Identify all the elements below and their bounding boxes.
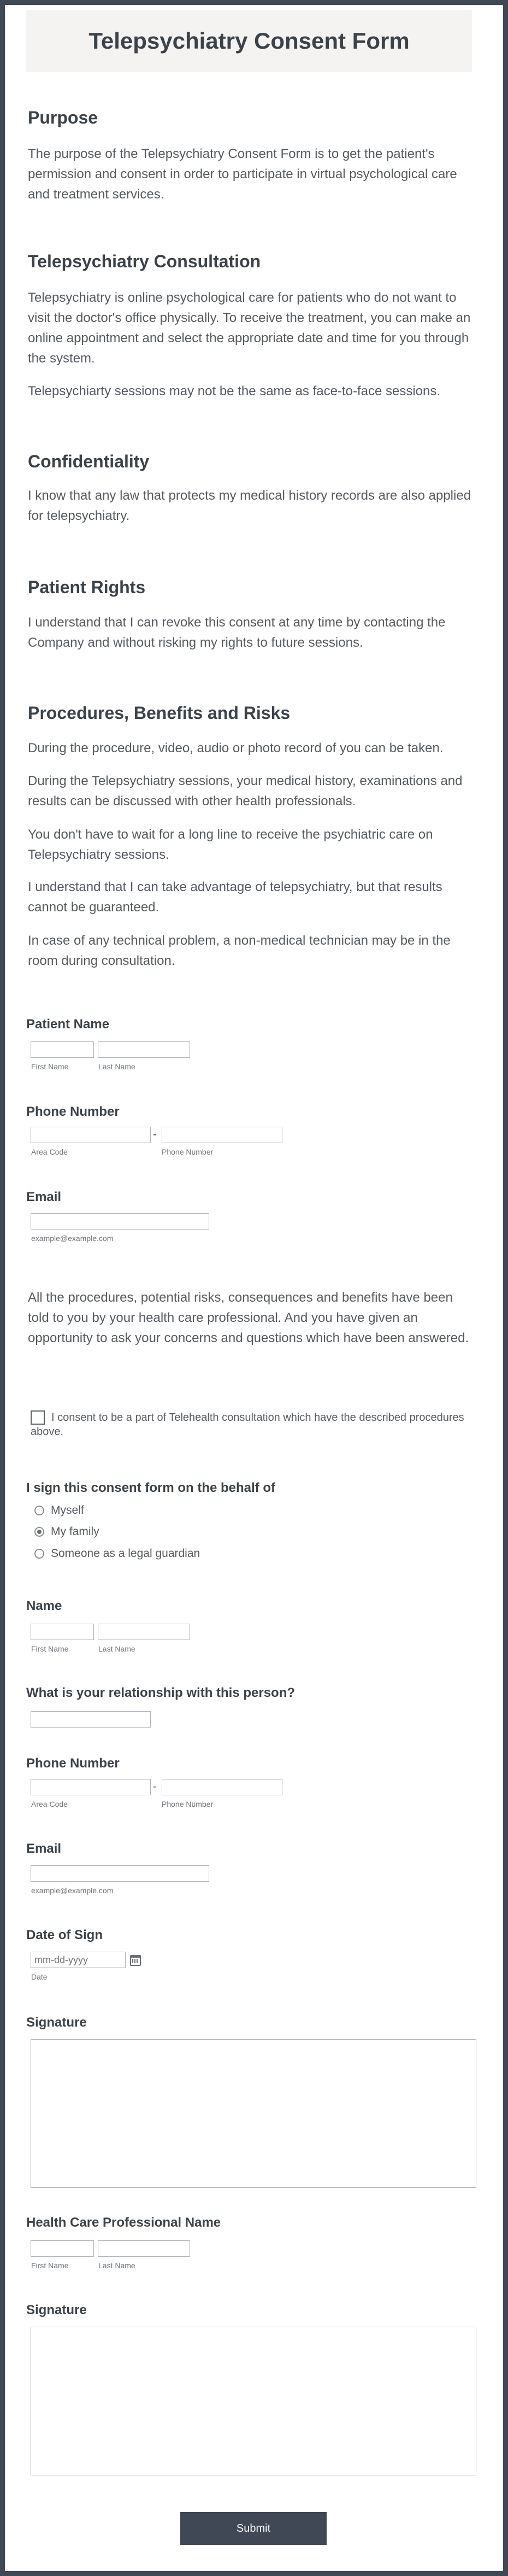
hcp-first-name-sublabel: First Name (31, 2261, 69, 2270)
behalf-option-family-label: My family (51, 1525, 99, 1538)
form-title: Telepsychiatry Consent Form (88, 28, 410, 54)
behalf-option-myself-label: Myself (51, 1504, 84, 1517)
behalf-option-family-radio[interactable] (34, 1527, 44, 1537)
behalf-option-guardian-label: Someone as a legal guardian (51, 1547, 200, 1560)
phone-label: Phone Number (26, 1104, 120, 1119)
phone-2-dash: - (153, 1781, 157, 1793)
phone-2-number-sublabel: Phone Number (162, 1800, 214, 1808)
hcp-last-name-sublabel: Last Name (98, 2261, 135, 2270)
name-label: Name (26, 1599, 62, 1613)
behalf-option-guardian-radio[interactable] (34, 1549, 44, 1559)
consultation-title: Telepsychiatry Consultation (28, 251, 261, 271)
first-name-input[interactable] (31, 1624, 94, 1640)
signature-1-pad[interactable] (31, 2039, 476, 2188)
hcp-name-label: Health Care Professional Name (26, 2215, 221, 2230)
patient-rights-title: Patient Rights (28, 577, 146, 597)
patient-first-name-sublabel: First Name (31, 1062, 69, 1071)
form-header (26, 10, 472, 72)
phone-2-number-input[interactable] (162, 1779, 282, 1795)
email-2-label: Email (26, 1841, 62, 1856)
last-name-input[interactable] (98, 1624, 190, 1640)
relationship-input[interactable] (31, 1711, 151, 1728)
email-sublabel: example@example.com (31, 1234, 114, 1243)
signature-2-label: Signature (26, 2303, 87, 2317)
procedures-text-1: During the procedure, video, audio or photo record of you can be taken. (28, 741, 444, 756)
confidentiality-text: I know that any law that protects my medical history records are also applied for telepsychiatry. (28, 488, 471, 523)
phone-number-sublabel: Phone Number (162, 1148, 214, 1156)
behalf-label: I sign this consent form on the behalf of (26, 1480, 276, 1495)
consent-checkbox-label: I consent to be a part of Telehealth consultation which have the described procedures above. (31, 1412, 464, 1438)
first-name-sublabel: First Name (31, 1644, 69, 1653)
patient-last-name-input[interactable] (98, 1041, 190, 1058)
procedures-title: Procedures, Benefits and Risks (28, 703, 291, 723)
procedures-text-3: You don't have to wait for a long line to receive the psychiatric care on Telepsychiatry sessions. (28, 827, 433, 862)
purpose-text: The purpose of the Telepsychiatry Consent Form is to get the patient's permission and consent in order to participate in virtual psychological care and treatment services. (28, 147, 457, 202)
behalf-option-myself-radio[interactable] (34, 1506, 44, 1515)
summary-text: All the procedures, potential risks, consequences and benefits have been told to you by your health care professional. And you have given an opportunity to ask your concerns and questions which have been answered. (28, 1290, 469, 1345)
phone-2-area-code-input[interactable] (31, 1779, 151, 1795)
signature-2-pad[interactable] (31, 2327, 476, 2475)
hcp-first-name-input[interactable] (31, 2240, 94, 2257)
phone-area-code-sublabel: Area Code (31, 1148, 68, 1156)
email-2-input[interactable] (31, 1865, 209, 1882)
patient-last-name-sublabel: Last Name (98, 1062, 135, 1071)
consultation-text-2: Telepsychiarty sessions may not be the same as face-to-face sessions. (28, 384, 441, 399)
email-2-sublabel: example@example.com (31, 1886, 114, 1895)
date-sign-input[interactable] (31, 1952, 126, 1968)
phone-dash: - (153, 1128, 157, 1140)
date-sign-sublabel: Date (31, 1972, 48, 1981)
phone-area-code-input[interactable] (31, 1127, 151, 1143)
relationship-label: What is your relationship with this person? (26, 1685, 296, 1700)
patient-name-label: Patient Name (26, 1017, 110, 1032)
patient-rights-text: I understand that I can revoke this consent at any time by contacting the Company and without risking my rights to future sessions. (28, 615, 446, 650)
phone-number-input[interactable] (162, 1127, 282, 1143)
purpose-title: Purpose (28, 108, 98, 127)
phone-2-area-code-sublabel: Area Code (31, 1800, 68, 1808)
email-label: Email (26, 1190, 62, 1204)
procedures-text-2: During the Telepsychiatry sessions, your medical history, examinations and results can be discussed with other health professionals. (28, 774, 463, 809)
confidentiality-title: Confidentiality (28, 452, 150, 471)
submit-button[interactable]: Submit (180, 2512, 327, 2545)
patient-first-name-input[interactable] (31, 1041, 94, 1058)
calendar-icon[interactable] (130, 1955, 141, 1966)
hcp-last-name-input[interactable] (98, 2240, 190, 2257)
date-sign-label: Date of Sign (26, 1928, 103, 1942)
signature-1-label: Signature (26, 2015, 87, 2030)
last-name-sublabel: Last Name (98, 1644, 135, 1653)
procedures-text-4: I understand that I can take advantage of telepsychiatry, but that results cannot be guaranteed. (28, 880, 442, 915)
consultation-text-1: Telepsychiatry is online psychological care for patients who do not want to visit the doctor's office physically. To receive the treatment, you can make an online appointment and select the appropriate date and time for you through the system. (28, 290, 471, 366)
email-input[interactable] (31, 1213, 209, 1230)
procedures-text-5: In case of any technical problem, a non-medical technician may be in the room during consultation. (28, 933, 451, 968)
phone-2-label: Phone Number (26, 1756, 120, 1771)
